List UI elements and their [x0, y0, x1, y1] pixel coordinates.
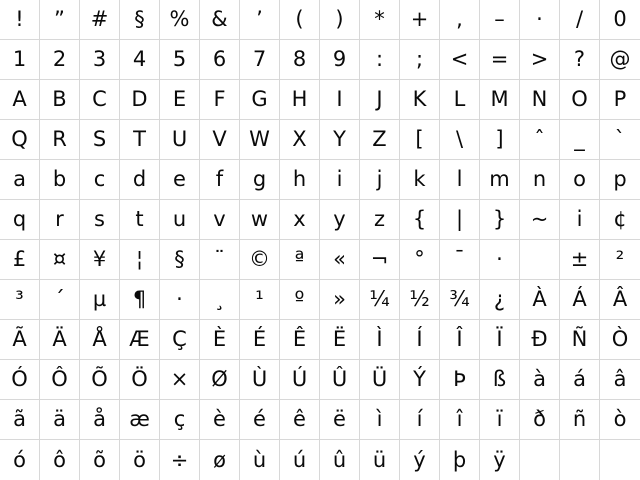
glyph-cell[interactable]: á	[560, 360, 600, 400]
glyph-cell[interactable]: ä	[40, 400, 80, 440]
glyph-cell[interactable]: Û	[320, 360, 360, 400]
glyph-cell[interactable]: §	[120, 0, 160, 40]
glyph-cell[interactable]: [	[400, 120, 440, 160]
glyph-cell[interactable]: Ò	[600, 320, 640, 360]
glyph-cell[interactable]: õ	[80, 440, 120, 480]
glyph-cell[interactable]: g	[240, 160, 280, 200]
glyph-cell[interactable]: ø	[200, 440, 240, 480]
glyph-cell[interactable]: <	[440, 40, 480, 80]
glyph-cell[interactable]: ;	[400, 40, 440, 80]
glyph-cell[interactable]: @	[600, 40, 640, 80]
glyph-cell[interactable]: Æ	[120, 320, 160, 360]
glyph-cell[interactable]: Z	[360, 120, 400, 160]
glyph-cell[interactable]: O	[560, 80, 600, 120]
glyph-cell[interactable]: Ë	[320, 320, 360, 360]
glyph-cell[interactable]: &	[200, 0, 240, 40]
glyph-cell[interactable]: ý	[400, 440, 440, 480]
glyph-cell[interactable]: ú	[280, 440, 320, 480]
glyph-cell[interactable]: z	[360, 200, 400, 240]
glyph-cell[interactable]: i	[320, 160, 360, 200]
glyph-cell[interactable]: ·	[160, 280, 200, 320]
glyph-cell[interactable]: =	[480, 40, 520, 80]
glyph-cell[interactable]: b	[40, 160, 80, 200]
glyph-cell[interactable]: ´	[40, 280, 80, 320]
glyph-cell[interactable]: B	[40, 80, 80, 120]
glyph-cell[interactable]: 8	[280, 40, 320, 80]
glyph-cell[interactable]: ,	[440, 0, 480, 40]
glyph-cell[interactable]: ö	[120, 440, 160, 480]
glyph-cell[interactable]: |	[440, 200, 480, 240]
glyph-cell[interactable]: `	[600, 120, 640, 160]
glyph-cell[interactable]: *	[360, 0, 400, 40]
glyph-cell[interactable]: #	[80, 0, 120, 40]
glyph-cell[interactable]: K	[400, 80, 440, 120]
glyph-cell[interactable]: M	[480, 80, 520, 120]
glyph-cell[interactable]: ï	[480, 400, 520, 440]
glyph-cell[interactable]: x	[280, 200, 320, 240]
glyph-cell[interactable]: ?	[560, 40, 600, 80]
glyph-cell[interactable]: Ä	[40, 320, 80, 360]
glyph-cell[interactable]: (	[280, 0, 320, 40]
glyph-cell[interactable]: û	[320, 440, 360, 480]
glyph-cell[interactable]: Õ	[80, 360, 120, 400]
glyph-cell[interactable]: l	[440, 160, 480, 200]
glyph-cell[interactable]: V	[200, 120, 240, 160]
glyph-cell[interactable]: 1	[0, 40, 40, 80]
glyph-cell[interactable]: X	[280, 120, 320, 160]
glyph-cell[interactable]: )	[320, 0, 360, 40]
glyph-cell[interactable]: ê	[280, 400, 320, 440]
glyph-cell[interactable]: ©	[240, 240, 280, 280]
glyph-cell[interactable]: ’	[240, 0, 280, 40]
glyph-cell[interactable]: \	[440, 120, 480, 160]
glyph-cell[interactable]: E	[160, 80, 200, 120]
glyph-cell[interactable]: ü	[360, 440, 400, 480]
glyph-cell[interactable]: °	[400, 240, 440, 280]
glyph-cell[interactable]: ù	[240, 440, 280, 480]
glyph-cell[interactable]: å	[80, 400, 120, 440]
glyph-cell[interactable]: ß	[480, 360, 520, 400]
glyph-cell[interactable]: P	[600, 80, 640, 120]
glyph-cell[interactable]: º	[280, 280, 320, 320]
glyph-cell[interactable]: :	[360, 40, 400, 80]
glyph-cell[interactable]: è	[200, 400, 240, 440]
glyph-cell[interactable]: ²	[600, 240, 640, 280]
glyph-cell[interactable]: þ	[440, 440, 480, 480]
glyph-cell[interactable]: –	[480, 0, 520, 40]
glyph-cell[interactable]: F	[200, 80, 240, 120]
glyph-cell[interactable]: Ç	[160, 320, 200, 360]
glyph-cell[interactable]: k	[400, 160, 440, 200]
glyph-cell[interactable]: »	[320, 280, 360, 320]
glyph-cell[interactable]: Ó	[0, 360, 40, 400]
glyph-cell[interactable]: 3	[80, 40, 120, 80]
glyph-cell[interactable]: £	[0, 240, 40, 280]
glyph-cell[interactable]: À	[520, 280, 560, 320]
glyph-cell[interactable]: _	[560, 120, 600, 160]
glyph-cell[interactable]: ¢	[600, 200, 640, 240]
glyph-cell[interactable]: o	[560, 160, 600, 200]
glyph-cell[interactable]: Y	[320, 120, 360, 160]
glyph-cell[interactable]: I	[320, 80, 360, 120]
glyph-cell[interactable]: ª	[280, 240, 320, 280]
glyph-cell[interactable]: W	[240, 120, 280, 160]
glyph-cell[interactable]: Ø	[200, 360, 240, 400]
glyph-cell[interactable]: J	[360, 80, 400, 120]
glyph-cell[interactable]: +	[400, 0, 440, 40]
glyph-cell[interactable]: ”	[40, 0, 80, 40]
glyph-cell[interactable]: ˆ	[520, 120, 560, 160]
glyph-cell[interactable]: ·	[480, 240, 520, 280]
glyph-cell[interactable]: ¤	[40, 240, 80, 280]
glyph-cell[interactable]: Ù	[240, 360, 280, 400]
glyph-cell[interactable]: ¾	[440, 280, 480, 320]
glyph-cell[interactable]: f	[200, 160, 240, 200]
glyph-cell-empty[interactable]	[600, 440, 640, 480]
glyph-cell[interactable]: 2	[40, 40, 80, 80]
glyph-cell[interactable]: 6	[200, 40, 240, 80]
glyph-cell[interactable]: Ö	[120, 360, 160, 400]
glyph-cell[interactable]: u	[160, 200, 200, 240]
glyph-cell[interactable]: ¨	[200, 240, 240, 280]
glyph-cell[interactable]: %	[160, 0, 200, 40]
glyph-cell[interactable]: >	[520, 40, 560, 80]
glyph-cell[interactable]: ±	[560, 240, 600, 280]
glyph-cell[interactable]: Ý	[400, 360, 440, 400]
glyph-cell[interactable]: G	[240, 80, 280, 120]
glyph-cell[interactable]: ¿	[480, 280, 520, 320]
glyph-cell[interactable]: 9	[320, 40, 360, 80]
glyph-cell[interactable]: §	[160, 240, 200, 280]
glyph-cell[interactable]: ¦	[120, 240, 160, 280]
glyph-cell[interactable]: w	[240, 200, 280, 240]
glyph-cell[interactable]: ë	[320, 400, 360, 440]
glyph-cell[interactable]: ç	[160, 400, 200, 440]
glyph-cell[interactable]: r	[40, 200, 80, 240]
glyph-cell[interactable]: Ì	[360, 320, 400, 360]
glyph-cell[interactable]: 5	[160, 40, 200, 80]
glyph-cell[interactable]: Ã	[0, 320, 40, 360]
glyph-cell[interactable]: Þ	[440, 360, 480, 400]
glyph-cell[interactable]: /	[560, 0, 600, 40]
glyph-cell[interactable]: n	[520, 160, 560, 200]
glyph-cell[interactable]: e	[160, 160, 200, 200]
glyph-cell[interactable]: Ñ	[560, 320, 600, 360]
glyph-cell[interactable]: é	[240, 400, 280, 440]
glyph-cell[interactable]: a	[0, 160, 40, 200]
glyph-cell[interactable]: ¶	[120, 280, 160, 320]
glyph-cell[interactable]: t	[120, 200, 160, 240]
glyph-cell[interactable]: j	[360, 160, 400, 200]
glyph-cell[interactable]: ã	[0, 400, 40, 440]
glyph-cell[interactable]: 7	[240, 40, 280, 80]
glyph-cell[interactable]: d	[120, 160, 160, 200]
glyph-cell[interactable]: Å	[80, 320, 120, 360]
glyph-cell[interactable]: L	[440, 80, 480, 120]
glyph-cell[interactable]: N	[520, 80, 560, 120]
glyph-cell[interactable]: C	[80, 80, 120, 120]
glyph-cell[interactable]: î	[440, 400, 480, 440]
glyph-cell[interactable]: ¬	[360, 240, 400, 280]
glyph-cell[interactable]: T	[120, 120, 160, 160]
glyph-cell[interactable]: Ï	[480, 320, 520, 360]
glyph-cell[interactable]: ñ	[560, 400, 600, 440]
glyph-cell[interactable]: µ	[80, 280, 120, 320]
glyph-cell-empty[interactable]	[560, 440, 600, 480]
glyph-cell[interactable]: æ	[120, 400, 160, 440]
glyph-cell[interactable]: ÿ	[480, 440, 520, 480]
glyph-cell[interactable]: 4	[120, 40, 160, 80]
glyph-cell[interactable]: Ê	[280, 320, 320, 360]
glyph-cell[interactable]: {	[400, 200, 440, 240]
glyph-cell[interactable]: É	[240, 320, 280, 360]
glyph-cell-empty[interactable]	[520, 440, 560, 480]
glyph-cell[interactable]: Ð	[520, 320, 560, 360]
glyph-cell[interactable]: Ô	[40, 360, 80, 400]
glyph-cell[interactable]: !	[0, 0, 40, 40]
glyph-cell[interactable]: ó	[0, 440, 40, 480]
glyph-cell[interactable]: ò	[600, 400, 640, 440]
glyph-cell[interactable]: h	[280, 160, 320, 200]
glyph-cell[interactable]: â	[600, 360, 640, 400]
glyph-cell[interactable]: c	[80, 160, 120, 200]
glyph-cell[interactable]: Â	[600, 280, 640, 320]
glyph-cell[interactable]: i	[560, 200, 600, 240]
glyph-cell[interactable]: È	[200, 320, 240, 360]
glyph-cell[interactable]: R	[40, 120, 80, 160]
glyph-cell[interactable]: H	[280, 80, 320, 120]
glyph-cell[interactable]: v	[200, 200, 240, 240]
glyph-cell[interactable]: ½	[400, 280, 440, 320]
glyph-cell[interactable]: ð	[520, 400, 560, 440]
glyph-cell[interactable]: ô	[40, 440, 80, 480]
glyph-cell[interactable]: Á	[560, 280, 600, 320]
glyph-cell-empty[interactable]	[520, 240, 560, 280]
glyph-cell[interactable]: ~	[520, 200, 560, 240]
glyph-cell[interactable]: Í	[400, 320, 440, 360]
glyph-cell[interactable]: D	[120, 80, 160, 120]
glyph-cell[interactable]: m	[480, 160, 520, 200]
glyph-cell[interactable]: Ú	[280, 360, 320, 400]
glyph-cell[interactable]: y	[320, 200, 360, 240]
glyph-cell[interactable]: ]	[480, 120, 520, 160]
glyph-cell[interactable]: p	[600, 160, 640, 200]
glyph-cell[interactable]: 0	[600, 0, 640, 40]
glyph-cell[interactable]: ×	[160, 360, 200, 400]
glyph-cell[interactable]: ì	[360, 400, 400, 440]
glyph-cell[interactable]: í	[400, 400, 440, 440]
glyph-cell[interactable]: s	[80, 200, 120, 240]
glyph-cell[interactable]: Î	[440, 320, 480, 360]
glyph-cell[interactable]: q	[0, 200, 40, 240]
glyph-cell[interactable]: ÷	[160, 440, 200, 480]
glyph-cell[interactable]: }	[480, 200, 520, 240]
glyph-cell[interactable]: U	[160, 120, 200, 160]
glyph-cell[interactable]: ¯	[440, 240, 480, 280]
glyph-cell[interactable]: ¼	[360, 280, 400, 320]
glyph-cell[interactable]: Ü	[360, 360, 400, 400]
glyph-cell[interactable]: ·	[520, 0, 560, 40]
glyph-cell[interactable]: ¸	[200, 280, 240, 320]
glyph-cell[interactable]: ³	[0, 280, 40, 320]
glyph-cell[interactable]: ¹	[240, 280, 280, 320]
glyph-cell[interactable]: S	[80, 120, 120, 160]
glyph-cell[interactable]: A	[0, 80, 40, 120]
glyph-cell[interactable]: ¥	[80, 240, 120, 280]
glyph-cell[interactable]: Q	[0, 120, 40, 160]
glyph-cell[interactable]: «	[320, 240, 360, 280]
glyph-cell[interactable]: à	[520, 360, 560, 400]
